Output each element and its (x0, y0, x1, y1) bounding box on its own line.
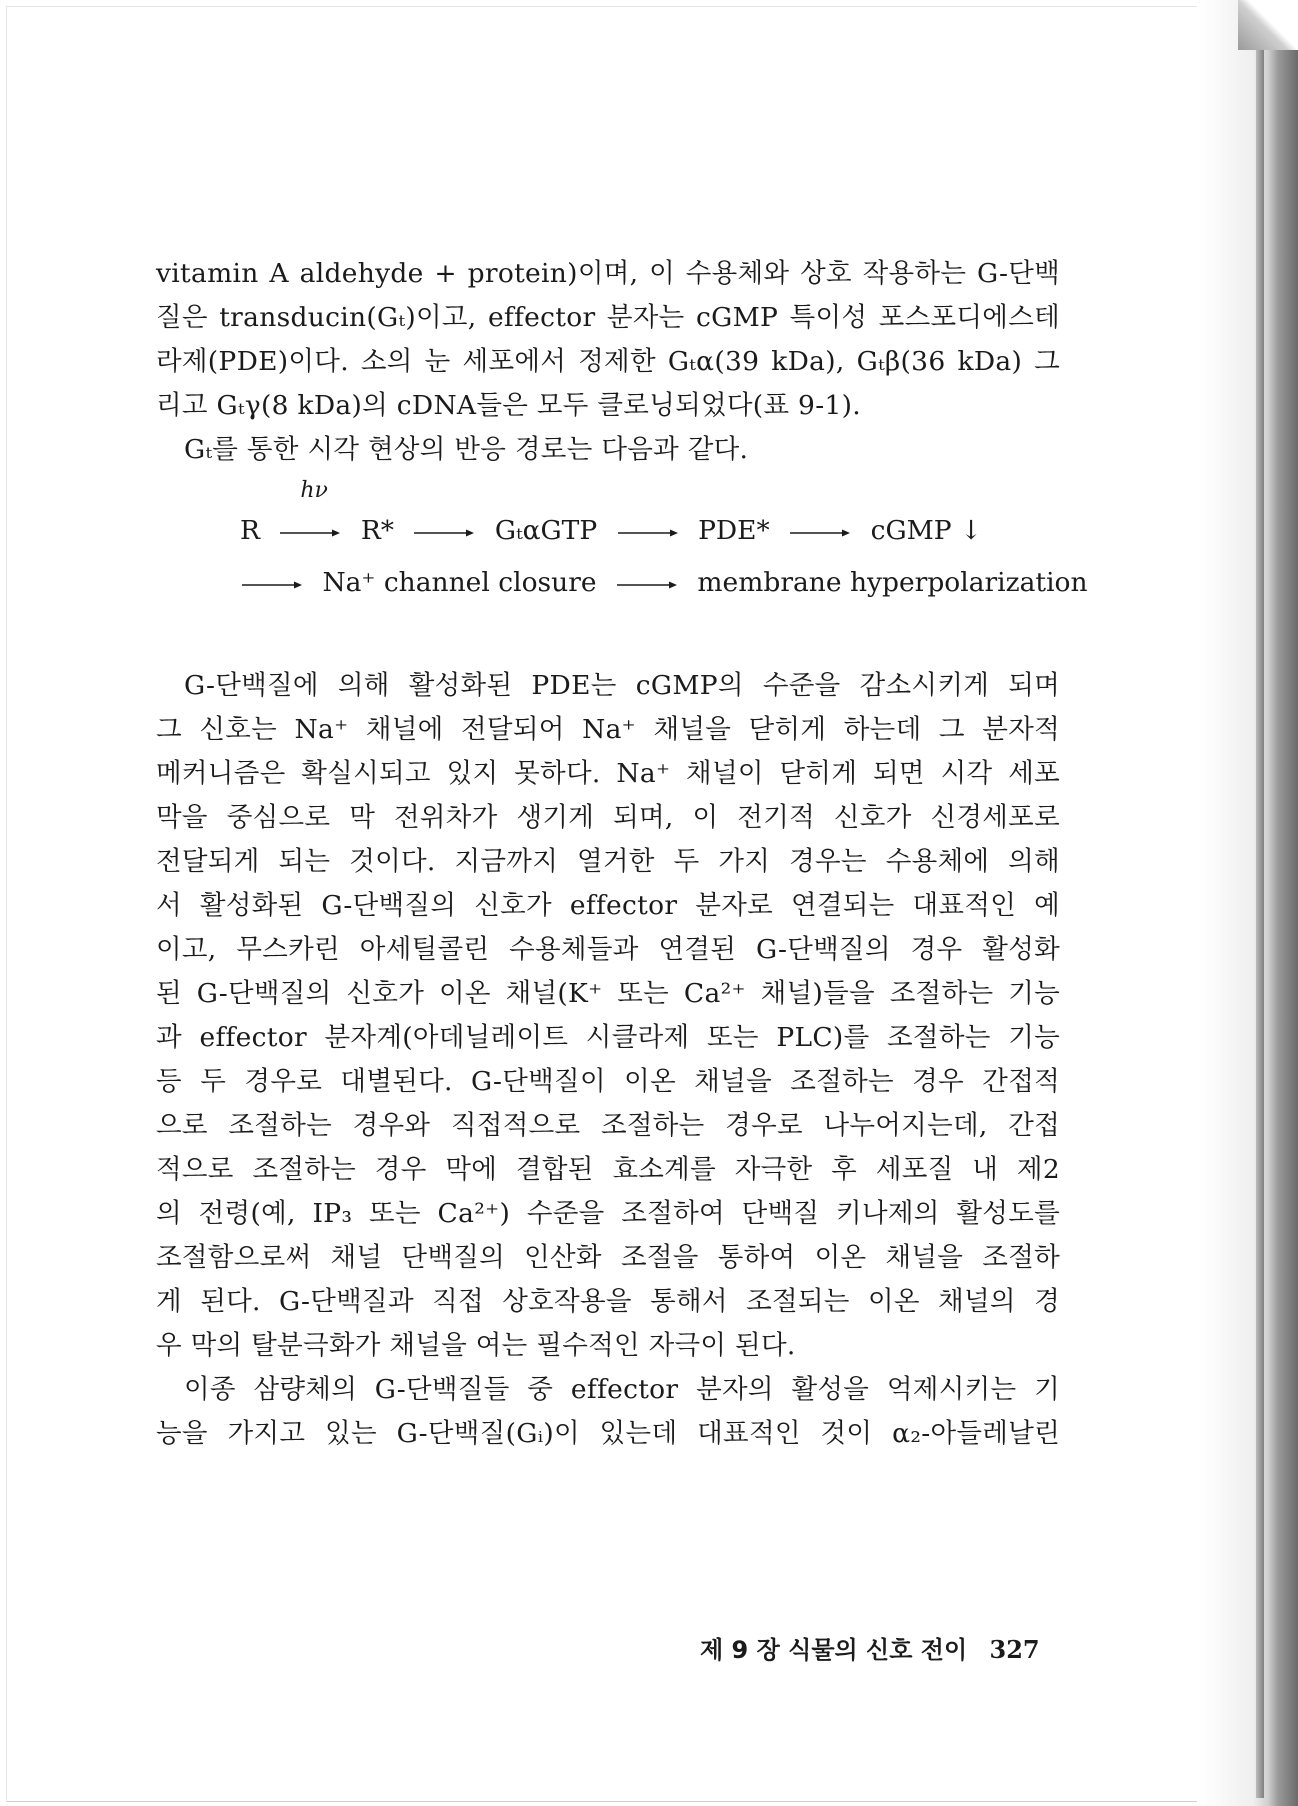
text-line: 메커니즘은 확실시되고 있지 못하다. Na⁺ 채널이 닫히게 되면 시각 세포 (156, 758, 1060, 789)
text-line: 라제(PDE)이다. 소의 눈 세포에서 정제한 Gₜα(39 kDa), Gₜβ(36 kDa) 그 (156, 346, 1060, 377)
text-line: 된 G-단백질의 신호가 이온 채널(K⁺ 또는 Ca²⁺ 채널)들을 조절하는 기능 (156, 978, 1060, 1009)
arrow-icon (412, 505, 476, 557)
arrow-icon (278, 478, 342, 557)
text-line: 조절함으로써 채널 단백질의 인산화 조절을 통하여 이온 채널을 조절하 (156, 1242, 1060, 1273)
pathway-line-1 (240, 478, 1060, 557)
membrane-hyperpolarization: membrane hyperpolarization (697, 567, 1088, 598)
activated-receptor: R* (360, 515, 395, 546)
text-line: 의 전령(예, IP₃ 또는 Ca²⁺) 수준을 조절하여 단백질 키나제의 활성도를 (156, 1198, 1060, 1229)
text-line: G-단백질에 의해 활성화된 PDE는 cGMP의 수준을 감소시키게 되며 (184, 670, 1060, 701)
text-line: 적으로 조절하는 경우 막에 결합된 효소계를 자극한 후 세포질 내 제2 (156, 1154, 1060, 1185)
arrow-icon (240, 557, 304, 609)
page-number: 327 (989, 1635, 1040, 1664)
text-line: 우 막의 탈분극화가 채널을 여는 필수적인 자극이 된다. (156, 1330, 796, 1361)
text-line: vitamin A aldehyde + protein)이며, 이 수용체와 상호 작용하는 G-단백 (156, 258, 1060, 289)
arrow-icon (788, 505, 852, 557)
text-line: 막을 중심으로 막 전위차가 생기게 되며, 이 전기적 신호가 신경세포로 (156, 802, 1060, 833)
activated-pde: PDE* (698, 515, 770, 546)
text-line: 서 활성화된 G-단백질의 신호가 effector 분자로 연결되는 대표적인 예 (156, 890, 1060, 921)
na-channel-closure: Na⁺ channel closure (322, 567, 597, 598)
pathway-line-2 (240, 557, 1088, 609)
text-line: 능을 가지고 있는 G-단백질(Gᵢ)이 있는데 대표적인 것이 α₂-아들레날린 (156, 1418, 1060, 1449)
text-line: 질은 transducin(Gₜ)이고, effector 분자는 cGMP 특이성 포스포디에스테 (156, 302, 1060, 333)
page-corner-fold (1238, 0, 1298, 50)
paragraph-1 (156, 252, 1060, 472)
arrow-icon (616, 505, 680, 557)
text-line: 등 두 경우로 대별된다. G-단백질이 이온 채널을 조절하는 경우 간접적 (156, 1066, 1060, 1097)
text-line: 게 된다. G-단백질과 직접 상호작용을 통해서 조절되는 이온 채널의 경 (156, 1286, 1060, 1317)
text-line: 이종 삼량체의 G-단백질들 중 effector 분자의 활성을 억제시키는 기 (184, 1374, 1060, 1405)
text-line: Gₜ를 통한 시각 현상의 반응 경로는 다음과 같다. (184, 434, 749, 465)
page-edge-shadow (1198, 0, 1298, 1806)
text-line: 과 effector 분자계(아데닐레이트 시클라제 또는 PLC)를 조절하는 기능 (156, 1022, 1060, 1053)
page-spine-line (1256, 8, 1264, 1798)
text-line: 전달되게 되는 것이다. 지금까지 열거한 두 가지 경우는 수용체에 의해 (156, 846, 1060, 877)
gt-alpha-gtp: GₜαGTP (494, 515, 598, 546)
arrow-icon (615, 557, 679, 609)
text-line: 으로 조절하는 경우와 직접적으로 조절하는 경우로 나누어지는데, 간접 (156, 1110, 1060, 1141)
light-label: hν (300, 478, 328, 503)
text-line: 그 신호는 Na⁺ 채널에 전달되어 Na⁺ 채널을 닫히게 하는데 그 분자적 (156, 714, 1060, 745)
cgmp-decrease: cGMP ↓ (870, 515, 983, 546)
text-line: 리고 Gₜγ(8 kDa)의 cDNA들은 모두 클로닝되었다(표 9-1). (156, 390, 861, 421)
text-line: 이고, 무스카린 아세틸콜린 수용체들과 연결된 G-단백질의 경우 활성화 (156, 934, 1060, 965)
page-footer (700, 1630, 1040, 1665)
receptor-r: R (240, 515, 260, 546)
chapter-title: 제 9 장 식물의 신호 전이 (700, 1636, 968, 1664)
paragraph-3 (156, 664, 1060, 1456)
reaction-pathway (240, 478, 1088, 609)
